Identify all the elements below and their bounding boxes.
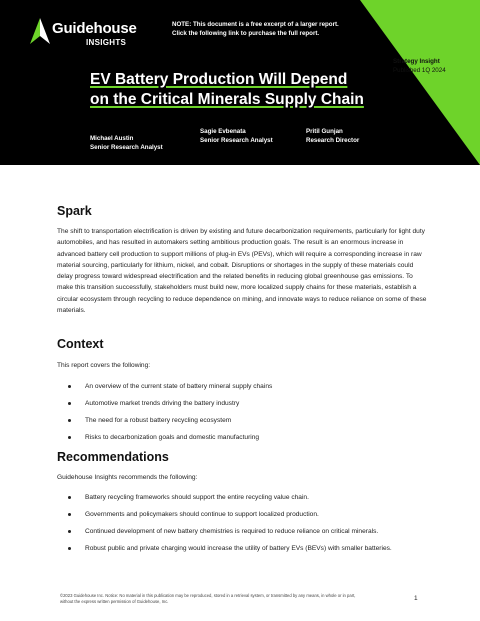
recommendations-heading: Recommendations	[57, 450, 169, 464]
bullet-icon	[68, 547, 71, 550]
report-header	[0, 0, 480, 165]
list-item: Continued development of new battery chemistries is required to reduce reliance on critical minerals.	[57, 527, 429, 536]
spark-body: The shift to transportation electrification is driven by existing and future decarbonization requirements, particularly for light duty automobiles, and has resulted in automakers setting ambitious production goals. The result is an enormous increase in advanced battery cell production to support millions of plug-in EVs (PEVs), which will require a corresponding increase in raw material sourcing, particularly for lithium, nickel, and cobalt. Disruptions or shortages in the supply of these materials could delay progress toward widespread electrification and the related benefits in reducing global greenhouse gas emissions. To make this transition successfully, stakeholders must build new, more localized supply chains for these materials, establish a circular ecosystem through recycling to reduce dependence on mining, and innovate ways to reduce reliance on some of these materials.	[57, 228, 427, 315]
list-item: Governments and policymakers should continue to support localized production.	[57, 510, 429, 519]
context-intro: This report covers the following:	[57, 362, 151, 369]
author-role: Senior Research Analyst	[90, 143, 163, 151]
bullet-icon	[68, 530, 71, 533]
guidehouse-logo	[30, 18, 170, 54]
bullet-icon	[68, 385, 71, 388]
report-title	[90, 70, 390, 110]
note-line-1: NOTE: This document is a free excerpt of a larger report.	[172, 21, 339, 28]
publish-date: Published 1Q 2024	[393, 67, 446, 74]
title-line-2: on the Critical Minerals Supply Chain	[90, 91, 364, 108]
bullet-icon	[68, 419, 71, 422]
author-name: Michael Austin	[90, 135, 134, 142]
title-line-1: EV Battery Production Will Depend	[90, 71, 348, 88]
author-name: Pritil Gunjan	[306, 128, 343, 135]
bullet-icon	[68, 402, 71, 405]
spark-heading: Spark	[57, 204, 92, 218]
page-number: 1	[414, 595, 418, 602]
bullet-icon	[68, 496, 71, 499]
list-item: Risks to decarbonization goals and domestic manufacturing	[57, 433, 429, 442]
guidehouse-logo-icon	[30, 18, 50, 44]
logo-name: Guidehouse	[52, 20, 137, 37]
author-role: Research Director	[306, 136, 360, 144]
report-badge	[393, 57, 478, 75]
context-heading: Context	[57, 337, 104, 351]
author-name: Sagie Evbenata	[200, 128, 246, 135]
list-item: Robust public and private charging would increase the utility of battery EVs (BEVs) with smaller batteries.	[57, 544, 429, 553]
recommendations-intro: Guidehouse Insights recommends the following:	[57, 474, 198, 481]
excerpt-note	[172, 20, 372, 38]
note-line-2[interactable]: Click the following link to purchase the full report.	[172, 30, 320, 37]
author-2	[200, 128, 273, 145]
bullet-icon	[68, 436, 71, 439]
list-item: Automotive market trends driving the battery industry	[57, 399, 429, 408]
context-list	[57, 382, 429, 442]
list-item: An overview of the current state of battery mineral supply chains	[57, 382, 429, 391]
author-role: Senior Research Analyst	[200, 136, 273, 144]
author-3	[306, 128, 359, 145]
list-item: Battery recycling frameworks should support the entire recycling value chain.	[57, 493, 429, 502]
author-1	[90, 135, 163, 152]
logo-subtitle: INSIGHTS	[86, 38, 127, 47]
report-type: Strategy Insight	[393, 58, 440, 65]
footer-copyright: ©2023 Guidehouse Inc. Notice: No material in this publication may be reproduced, stored in a retrieval system, or transmitted by any means, in whole or in part, without the express written permission of Guidehouse, Inc.	[60, 593, 356, 604]
bullet-icon	[68, 513, 71, 516]
recommendations-list	[57, 493, 429, 553]
list-item: The need for a robust battery recycling ecosystem	[57, 416, 429, 425]
